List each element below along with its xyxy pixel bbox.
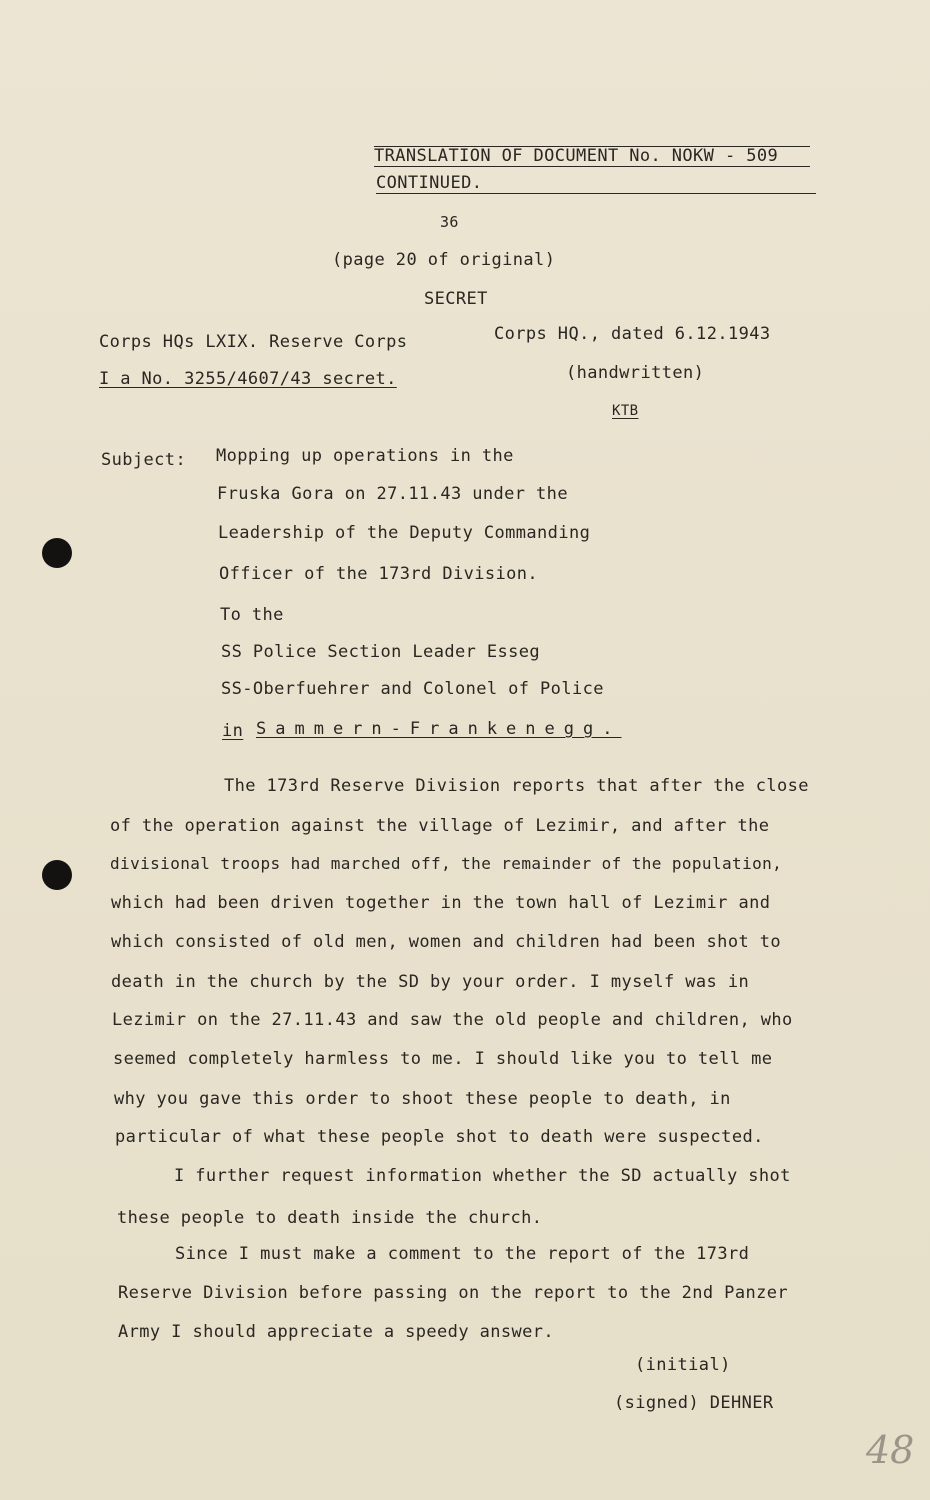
body-p1-line-9: why you gave this order to shoot these people to death, in	[114, 1089, 731, 1109]
body-p1-line-6: death in the church by the SD by your order. I myself was in	[111, 972, 750, 992]
body-p1-line-1: The 173rd Reserve Division reports that after the close	[224, 776, 809, 796]
punch-hole-bottom	[42, 860, 72, 890]
sender-line-2: I a No. 3255/4607/43 secret.	[99, 369, 397, 389]
subject-label: Subject:	[101, 450, 187, 470]
subject-line-4: Officer of the 173rd Division.	[219, 564, 539, 584]
document-number: 36	[440, 213, 459, 231]
sender-line-1: Corps HQs LXIX. Reserve Corps	[99, 332, 408, 352]
body-p1-line-10: particular of what these people shot to death were suspected.	[115, 1127, 764, 1147]
addressee-line-2: SS Police Section Leader Esseg	[221, 642, 541, 662]
body-p1-line-8: seemed completely harmless to me. I should like you to tell me	[113, 1049, 773, 1069]
date-handwritten-note: (handwritten)	[566, 363, 705, 383]
handwritten-page-number: 48	[866, 1428, 915, 1472]
header-rule-top	[374, 146, 810, 147]
addressee-location: Sammern-Frankenegg.	[256, 719, 622, 739]
body-p1-line-3: divisional troops had marched off, the remainder of the population,	[110, 854, 783, 873]
punch-hole-top	[42, 538, 72, 568]
body-p2-line-1: I further request information whether the SD actually shot	[174, 1166, 791, 1186]
body-p2-line-2: these people to death inside the church.	[117, 1208, 543, 1228]
page-reference: (page 20 of original)	[332, 250, 556, 270]
header-continued: CONTINUED.	[376, 173, 483, 193]
ktb-mark: KTB	[612, 403, 639, 419]
body-p3-line-2: Reserve Division before passing on the report to the 2nd Panzer	[118, 1283, 788, 1303]
body-p1-line-7: Lezimir on the 27.11.43 and saw the old people and children, who	[112, 1010, 793, 1030]
classification: SECRET	[424, 289, 488, 309]
date-dated: Corps HQ., dated 6.12.1943	[494, 324, 771, 344]
addressee-line-3: SS-Oberfuehrer and Colonel of Police	[221, 679, 604, 699]
body-p3-line-1: Since I must make a comment to the report of the 173rd	[175, 1244, 750, 1264]
addressee-line-1: To the	[220, 605, 284, 625]
subject-line-1: Mopping up operations in the	[216, 446, 514, 466]
subject-line-3: Leadership of the Deputy Commanding	[218, 523, 591, 543]
body-p1-line-4: which had been driven together in the town hall of Lezimir and	[111, 893, 771, 913]
header-rule-2	[376, 193, 816, 194]
addressee-location-prefix: in	[222, 721, 244, 741]
subject-line-2: Fruska Gora on 27.11.43 under the	[217, 484, 568, 504]
header-rule-1	[374, 166, 810, 167]
header-title: TRANSLATION OF DOCUMENT No. NOKW - 509	[374, 146, 779, 166]
body-p1-line-5: which consisted of old men, women and children had been shot to	[111, 932, 781, 952]
body-p1-line-2: of the operation against the village of Lezimir, and after the	[110, 816, 770, 836]
signature-signed: (signed) DEHNER	[614, 1393, 774, 1413]
body-p3-line-3: Army I should appreciate a speedy answer.	[118, 1322, 555, 1342]
signature-initial: (initial)	[635, 1355, 731, 1375]
